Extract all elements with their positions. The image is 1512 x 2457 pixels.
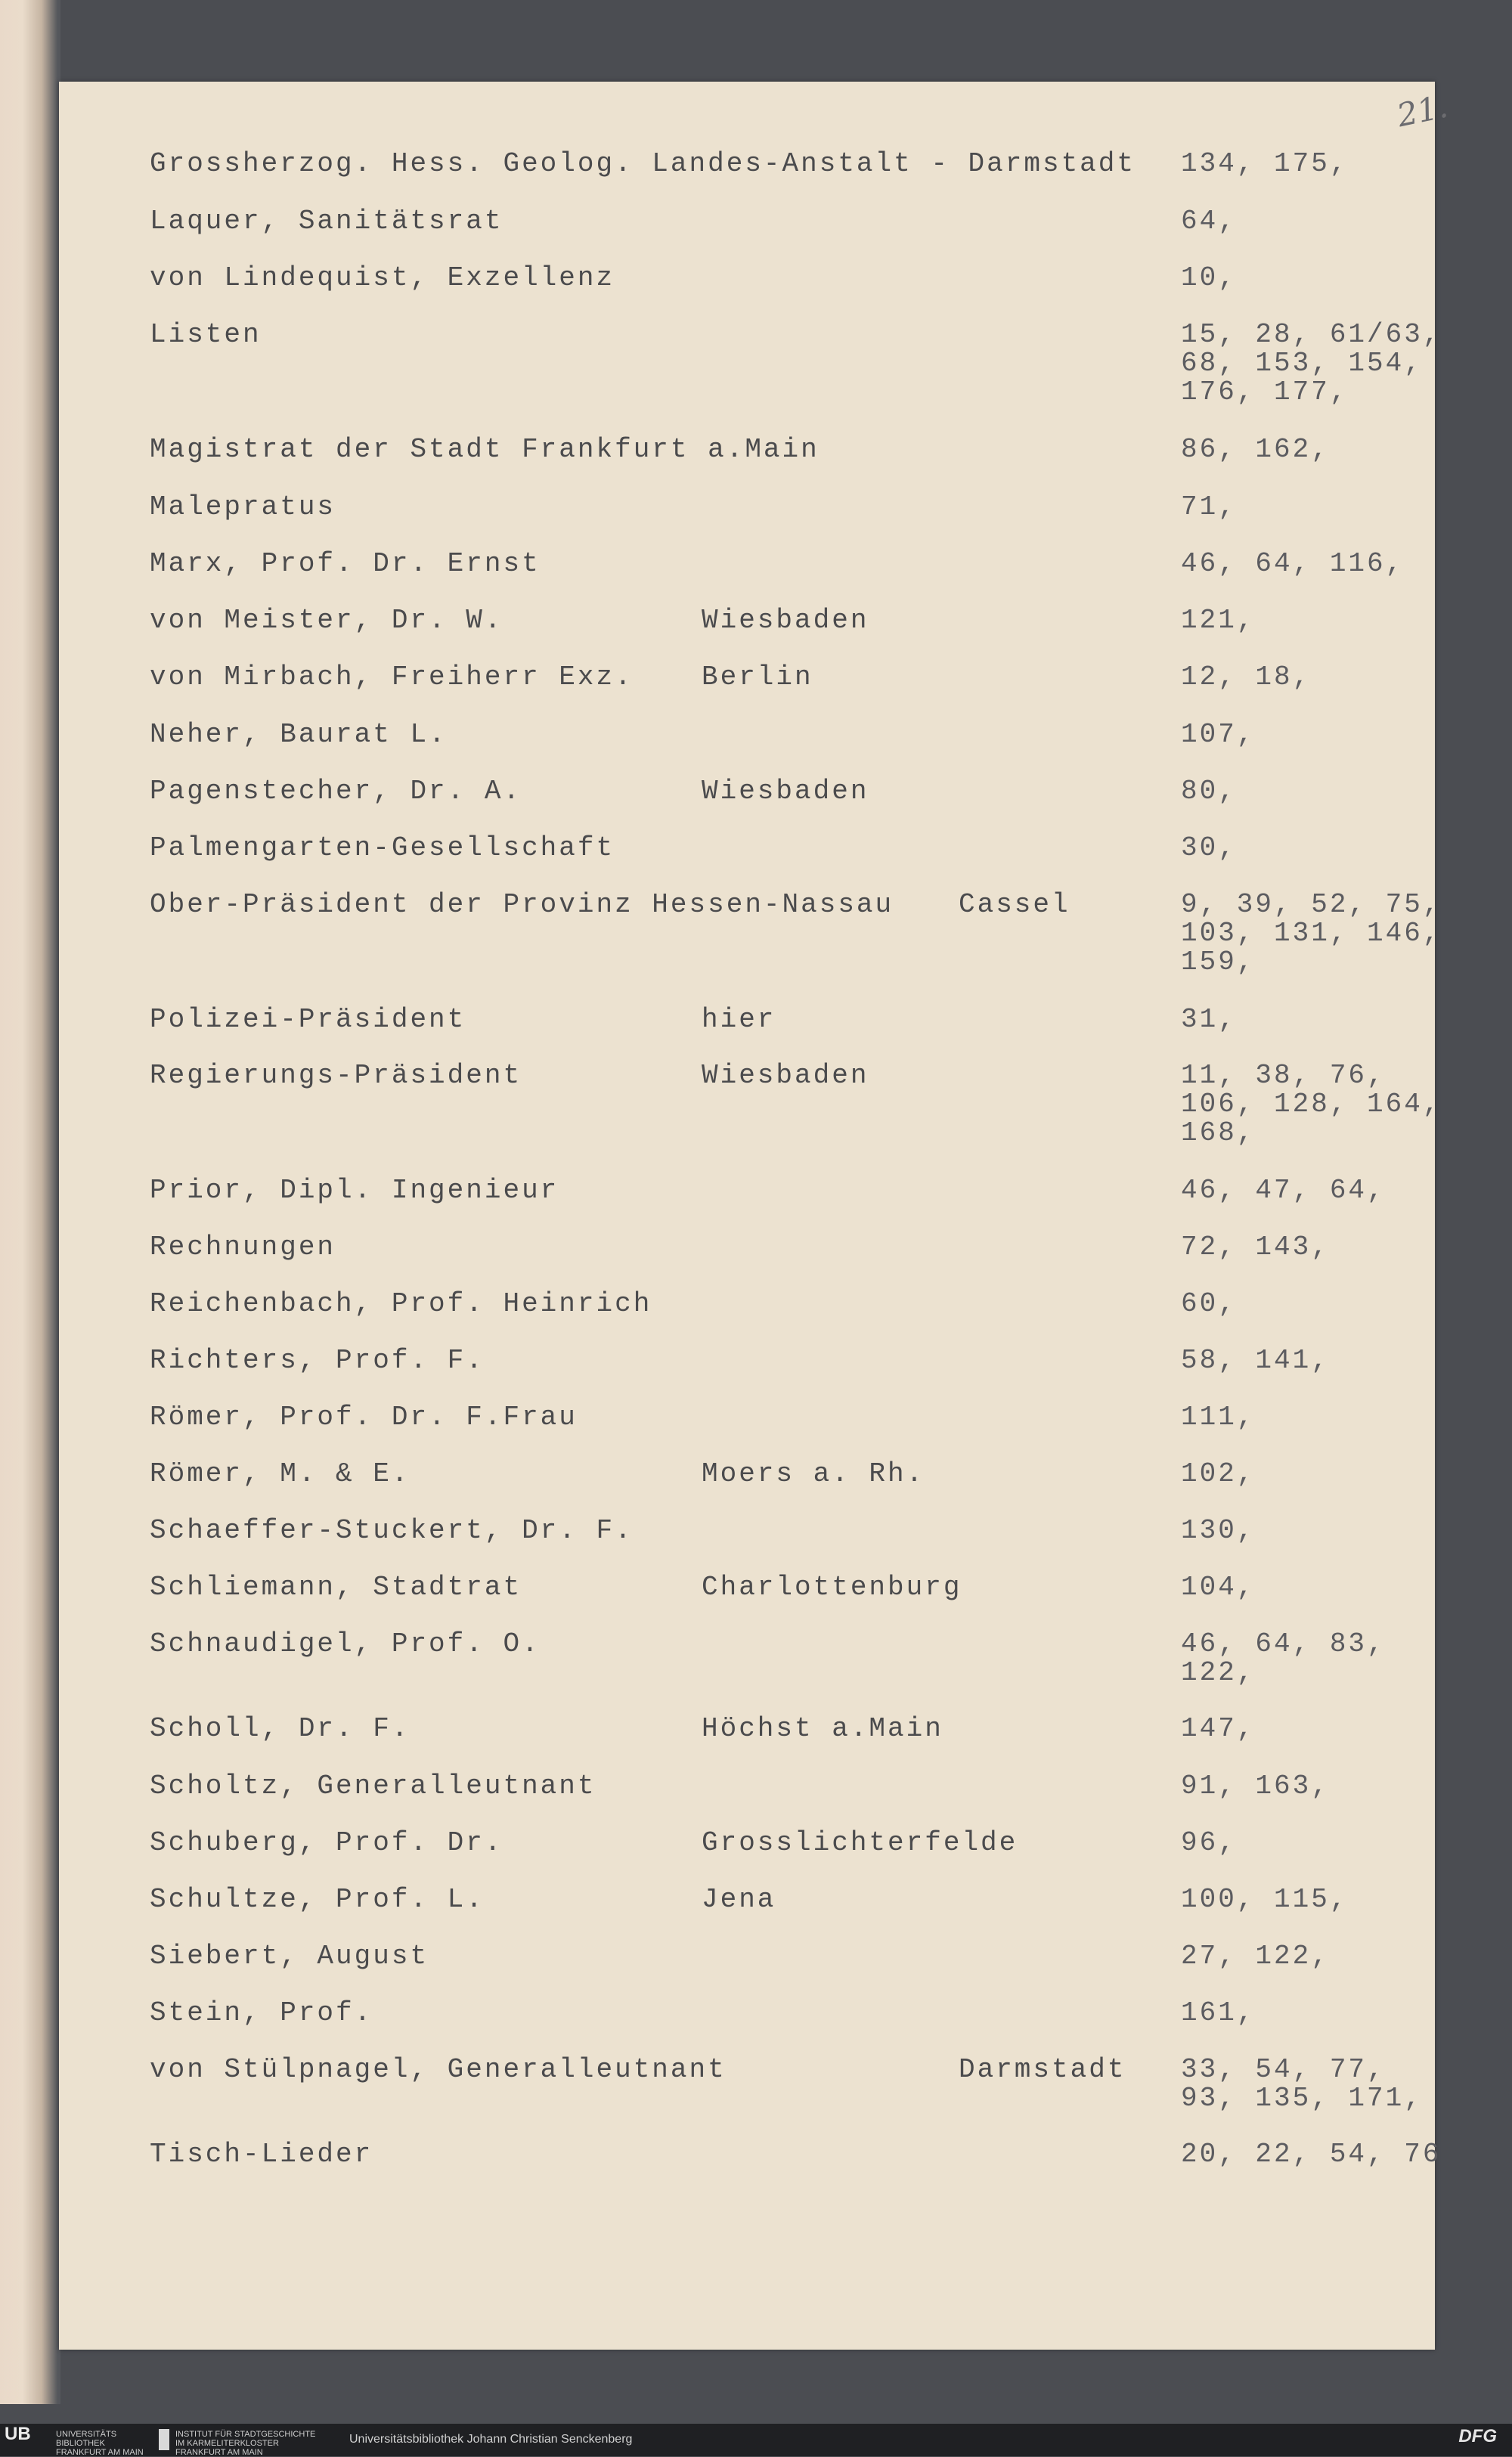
entry-name: Siebert, August bbox=[150, 1941, 429, 1972]
entry-name: Schuberg, Prof. Dr. bbox=[150, 1827, 503, 1858]
entry-name: Tisch-Lieder bbox=[150, 2139, 373, 2170]
institute-logo-text: INSTITUT FÜR STADTGESCHICHTE IM KARMELITERKLOSTER FRANKFURT AM MAIN bbox=[175, 2430, 316, 2457]
entry-page-numbers: 134, 175, bbox=[1181, 148, 1349, 179]
entry-name: Scholl, Dr. F. bbox=[150, 1713, 411, 1744]
entry-place: Cassel bbox=[959, 889, 1070, 920]
entry-page-numbers: 103, 131, 146, bbox=[1181, 918, 1442, 949]
entry-page-numbers: 15, 28, 61/63, bbox=[1181, 319, 1442, 350]
entry-place: Moers a. Rh. bbox=[702, 1458, 925, 1489]
entry-page-numbers: 46, 64, 83, bbox=[1181, 1628, 1386, 1659]
ub-logo-text: UNIVERSITÄTS BIBLIOTHEK FRANKFURT AM MAIN bbox=[56, 2430, 144, 2457]
entry-name: von Lindequist, Exzellenz bbox=[150, 262, 615, 293]
ub-logo-icon: UB bbox=[5, 2424, 31, 2444]
entry-name: Schaeffer-Stuckert, Dr. F. bbox=[150, 1515, 634, 1546]
entry-page-numbers: 30, bbox=[1181, 832, 1237, 863]
entry-place: Wiesbaden bbox=[702, 605, 869, 636]
entry-page-numbers: 111, bbox=[1181, 1402, 1256, 1433]
library-credit: Universitätsbibliothek Johann Christian Senckenberg bbox=[349, 2433, 633, 2446]
entry-name: Palmengarten-Gesellschaft bbox=[150, 832, 615, 863]
entry-place: Wiesbaden bbox=[702, 776, 869, 807]
entry-page-numbers: 80, bbox=[1181, 776, 1237, 807]
entry-place: hier bbox=[702, 1004, 776, 1035]
entry-name: Reichenbach, Prof. Heinrich bbox=[150, 1288, 652, 1319]
entry-place: Berlin bbox=[702, 662, 813, 692]
entry-place: Darmstadt bbox=[959, 2054, 1126, 2085]
entry-page-numbers: 102, bbox=[1181, 1458, 1256, 1489]
entry-page-numbers: 159, bbox=[1181, 947, 1256, 978]
entry-name: Ober-Präsident der Provinz Hessen-Nassau bbox=[150, 889, 894, 920]
entry-page-numbers: 12, 18, bbox=[1181, 662, 1312, 692]
entry-place: Höchst a.Main bbox=[702, 1713, 943, 1744]
entry-place: Grosslichterfelde bbox=[702, 1827, 1018, 1858]
entry-name: Prior, Dipl. Ingenieur bbox=[150, 1175, 559, 1206]
entry-page-numbers: 130, bbox=[1181, 1515, 1256, 1546]
entry-page-numbers: 72, 143, bbox=[1181, 1232, 1330, 1263]
handwritten-page-number: 21. bbox=[1393, 87, 1452, 135]
entry-page-numbers: 96, bbox=[1181, 1827, 1237, 1858]
entry-name: Magistrat der Stadt Frankfurt a.Main bbox=[150, 434, 820, 465]
entry-page-numbers: 33, 54, 77, bbox=[1181, 2054, 1386, 2085]
entry-page-numbers: 27, 122, bbox=[1181, 1941, 1330, 1972]
entry-place: Charlottenburg bbox=[702, 1572, 962, 1603]
entry-page-numbers: 68, 153, 154, bbox=[1181, 348, 1423, 379]
entry-name: Römer, Prof. Dr. F.Frau bbox=[150, 1402, 578, 1433]
entry-page-numbers: 9, 39, 52, 75, bbox=[1181, 889, 1442, 920]
entry-name: von Stülpnagel, Generalleutnant bbox=[150, 2054, 727, 2085]
entry-page-numbers: 91, 163, bbox=[1181, 1771, 1330, 1802]
entry-name: Neher, Baurat L. bbox=[150, 719, 448, 750]
entry-name: Regierungs-Präsident bbox=[150, 1060, 522, 1091]
entry-page-numbers: 20, 22, 54, 76 bbox=[1181, 2139, 1442, 2170]
entry-page-numbers: 121, bbox=[1181, 605, 1256, 636]
entry-page-numbers: 100, 115, bbox=[1181, 1884, 1349, 1915]
entry-name: Grossherzog. Hess. Geolog. Landes-Anstalt - Darmstadt bbox=[150, 148, 1136, 179]
entry-page-numbers: 93, 135, 171, bbox=[1181, 2083, 1423, 2114]
entry-name: Pagenstecher, Dr. A. bbox=[150, 776, 522, 807]
entry-name: Römer, M. & E. bbox=[150, 1458, 411, 1489]
entry-name: Schliemann, Stadtrat bbox=[150, 1572, 522, 1603]
entry-name: Laquer, Sanitätsrat bbox=[150, 206, 503, 237]
viewer-footer-bar bbox=[0, 2424, 1512, 2456]
entry-page-numbers: 147, bbox=[1181, 1713, 1256, 1744]
entry-name: Marx, Prof. Dr. Ernst bbox=[150, 548, 541, 579]
entry-page-numbers: 168, bbox=[1181, 1117, 1256, 1148]
entry-name: Polizei-Präsident bbox=[150, 1004, 466, 1035]
entry-page-numbers: 104, bbox=[1181, 1572, 1256, 1603]
entry-page-numbers: 71, bbox=[1181, 491, 1237, 522]
entry-page-numbers: 10, bbox=[1181, 262, 1237, 293]
entry-name: Schultze, Prof. L. bbox=[150, 1884, 485, 1915]
entry-name: Stein, Prof. bbox=[150, 1997, 373, 2028]
entry-name: Malepratus bbox=[150, 491, 336, 522]
entry-page-numbers: 161, bbox=[1181, 1997, 1256, 2028]
entry-name: Richters, Prof. F. bbox=[150, 1345, 485, 1376]
entry-name: Scholtz, Generalleutnant bbox=[150, 1771, 596, 1802]
entry-name: von Meister, Dr. W. bbox=[150, 605, 503, 636]
entry-page-numbers: 64, bbox=[1181, 206, 1237, 237]
entry-page-numbers: 58, 141, bbox=[1181, 1345, 1330, 1376]
entry-name: Rechnungen bbox=[150, 1232, 336, 1263]
entry-place: Jena bbox=[702, 1884, 776, 1915]
dfg-logo: DFG bbox=[1458, 2426, 1497, 2446]
entry-page-numbers: 60, bbox=[1181, 1288, 1237, 1319]
entry-name: Schnaudigel, Prof. O. bbox=[150, 1628, 541, 1659]
entry-page-numbers: 106, 128, 164, bbox=[1181, 1089, 1442, 1120]
entry-page-numbers: 107, bbox=[1181, 719, 1256, 750]
entry-page-numbers: 11, 38, 76, bbox=[1181, 1060, 1386, 1091]
institute-logo-icon bbox=[159, 2429, 169, 2450]
entry-page-numbers: 46, 64, 116, bbox=[1181, 548, 1405, 579]
entry-page-numbers: 122, bbox=[1181, 1657, 1256, 1688]
adjacent-page-edge bbox=[0, 0, 60, 2404]
entry-place: Wiesbaden bbox=[702, 1060, 869, 1091]
entry-name: Listen bbox=[150, 319, 262, 350]
entry-page-numbers: 86, 162, bbox=[1181, 434, 1330, 465]
entry-page-numbers: 31, bbox=[1181, 1004, 1237, 1035]
typewritten-index-page bbox=[59, 82, 1452, 2350]
entry-name: von Mirbach, Freiherr Exz. bbox=[150, 662, 634, 692]
entry-page-numbers: 176, 177, bbox=[1181, 376, 1349, 407]
entry-page-numbers: 46, 47, 64, bbox=[1181, 1175, 1386, 1206]
